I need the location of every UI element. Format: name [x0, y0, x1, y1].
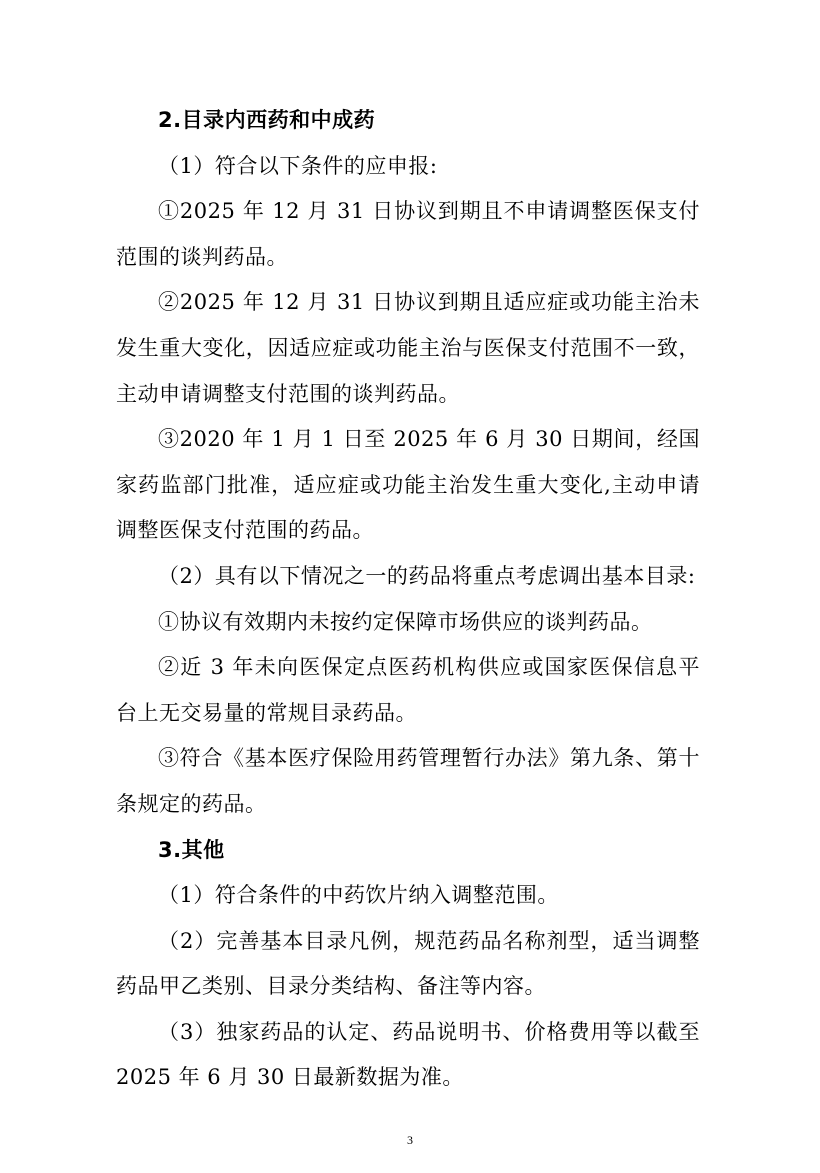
paragraph: ③2020 年 1 月 1 日至 2025 年 6 月 30 日期间，经国家药监部门批准，适应症或功能主治发生重大变化,主动申请调整医保支付范围的药品。: [116, 427, 700, 543]
section-heading: 3.其他: [158, 837, 225, 862]
paragraph: ②2025 年 12 月 31 日协议到期且适应症或功能主治未发生重大变化，因适应症或功能主治与医保支付范围不一致，主动申请调整支付范围的谈判药品。: [116, 290, 700, 406]
paragraph: （1）符合条件的中药饮片纳入调整范围。: [158, 883, 559, 908]
paragraph: ②近 3 年未向医保定点医药机构供应或国家医保信息平台上无交易量的常规目录药品。: [116, 655, 700, 725]
page-number: 3: [407, 1133, 413, 1147]
paragraph: ①协议有效期内未按约定保障市场供应的谈判药品。: [158, 609, 653, 634]
paragraph: （3）独家药品的认定、药品说明书、价格费用等以截至 2025 年 6 月 30 日最新数据为准。: [116, 1019, 700, 1090]
paragraph: （2）具有以下情况之一的药品将重点考虑调出基本目录:: [158, 563, 696, 588]
paragraph: ③符合《基本医疗保险用药管理暂行办法》第九条、第十条规定的药品。: [116, 746, 700, 816]
section-heading: 2.目录内西药和中成药: [158, 108, 376, 132]
paragraph: ①2025 年 12 月 31 日协议到期且不申请调整医保支付范围的谈判药品。: [116, 199, 700, 269]
paragraph: （2）完善基本目录凡例，规范药品名称剂型，适当调整药品甲乙类别、目录分类结构、备注等内容。: [116, 928, 700, 999]
document-page: [116, 98, 700, 1101]
paragraph: （1）符合以下条件的应申报:: [158, 153, 438, 178]
